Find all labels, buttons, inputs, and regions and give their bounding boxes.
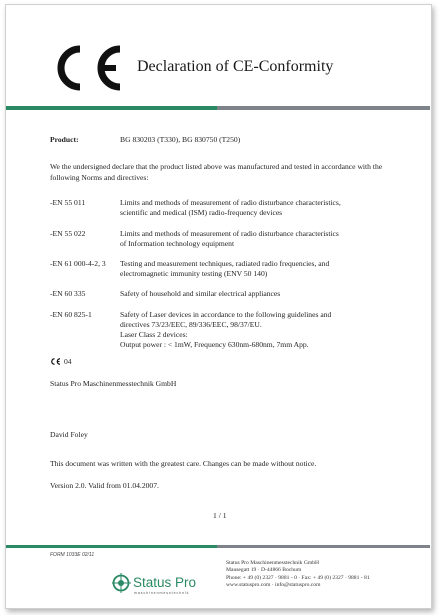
norm-code: -EN 61 000-4-2, 3 [50, 259, 106, 268]
footer-divider-green [6, 545, 217, 548]
norm-description: Safety of Laser devices in accordance to the following guidelines and directives 73/23/EEC, 89/336/EEC, 98/37/EU. Laser Class 2 devices: Output power : < 1mW, Frequency 630nm-680nm, 7mm App. [120, 310, 332, 349]
product-label: Product: [50, 135, 79, 144]
page-number: 1 / 1 [213, 511, 227, 520]
svg-text:maschinenmesstechnik: maschinenmesstechnik [134, 591, 190, 595]
norm-code: -EN 60 335 [50, 289, 86, 298]
header-divider-green [6, 106, 217, 110]
signatory-name: David Foley [50, 430, 88, 439]
company-name: Status Pro Maschinenmesstechnik GmbH [50, 379, 177, 388]
version-text: Version 2.0. Valid from 01.04.2007. [50, 481, 159, 490]
ce-small-icon [50, 358, 61, 365]
header-divider-gray [217, 106, 430, 110]
intro-paragraph: We the undersigned declare that the product listed above was manufactured and tested in accordance with the following Norms and directives: [50, 162, 383, 182]
norm-description: Safety of household and similar electrical appliances [120, 289, 281, 298]
footer-address: Status Pro Maschinenmesstechnik GmbH Mausegatt 19 · D-44866 Bochum Phone: + 49 (0) 2327 · 9881 - 0 · Fax: + 49 (0) 2327 · 9881 - 81 www.statuspro.com · info@statuspro.com [226, 560, 370, 589]
document-title: Declaration of CE-Conformity [137, 58, 334, 75]
declaration-page [5, 4, 432, 609]
footer-divider-gray [217, 545, 430, 548]
ce-year: 04 [64, 357, 72, 366]
norm-code: -EN 60 825-1 [50, 310, 92, 319]
norm-code: -EN 55 022 [50, 229, 86, 238]
norm-code: -EN 55 011 [50, 198, 86, 207]
norm-description: Limits and methods of measurement of radio disturbance characteristics of Information technology equipment [120, 229, 339, 248]
svg-text:Status Pro: Status Pro [133, 575, 197, 590]
disclaimer-text: This document was written with the greatest care. Changes can be made without notice. [50, 459, 317, 468]
ce-mark-logo [50, 45, 126, 91]
norm-description: Testing and measurement techniques, radiated radio frequencies, and electromagnetic immunity testing (ENV 50 140) [120, 259, 330, 278]
product-value: BG 830203 (T330), BG 830750 (T250) [120, 135, 241, 144]
form-id: FORM 1033E 02/11 [50, 552, 95, 558]
norm-description: Limits and methods of measurement of radio disturbance characteristics, scientific and medical (ISM) radio-frequency devices [120, 198, 341, 217]
ce-year-mark [50, 357, 72, 366]
status-pro-logo [112, 570, 208, 596]
